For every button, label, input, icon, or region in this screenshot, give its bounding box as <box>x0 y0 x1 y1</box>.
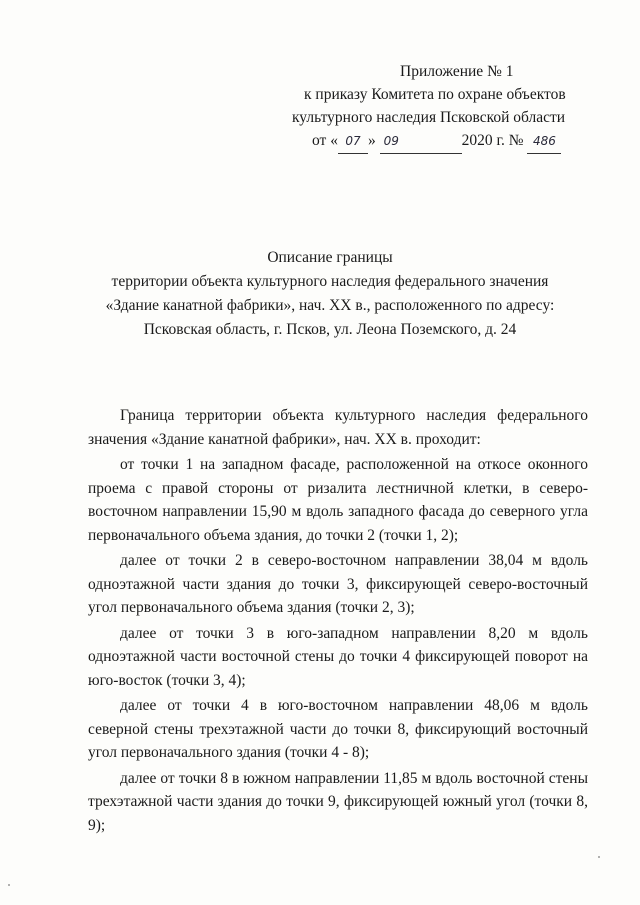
date-year: 2020 г. № <box>461 132 524 149</box>
body-paragraph: далее от точки 8 в южном направлении 11,85 м вдоль восточной стены трехэтажной части здания до точки 9, фиксирующей южный угол (точки 8, 9); <box>88 769 588 834</box>
body-paragraph: далее от точки 2 в северо-восточном направлении 38,04 м вдоль одноэтажной части здания до точки 3, фиксирующей северо-восточный угол первоначального объема здания (точки 2, 3); <box>88 552 588 616</box>
appendix-title: Приложение № 1 <box>400 63 514 80</box>
document-title <box>60 246 600 342</box>
body-paragraph: от точки 1 на западном фасаде, расположенной на откосе оконного проема с правой стороны от ризалита лестничной клетки, в северо-восточном направлении 15,90 м вдоль западного фасада до северного угла первоначального объема здания, до точки 2 (точки 1, 2); <box>88 456 588 544</box>
handwritten-day: 07 <box>338 130 368 154</box>
body-paragraph: далее от точки 3 в юго-западном направлении 8,20 м вдоль одноэтажной части восточной стены до точки 4 фиксирующей поворот на юго-восток (точки 3, 4); <box>88 624 588 689</box>
title-line-1: Описание границы <box>267 249 393 266</box>
body-paragraph: Граница территории объекта культурного наследия федерального значения «Здание канатной фабрики», нач. XX в. проходит: <box>88 407 588 448</box>
title-line-3: «Здание канатной фабрики», нач. XX в., расположенного по адресу: <box>105 297 555 314</box>
appendix-order-line: к приказу Комитета по охране объектов <box>304 86 566 103</box>
appendix-committee-line: культурного наследия Псковской области <box>292 109 566 126</box>
body-paragraph: далее от точки 4 в юго-восточном направлении 48,06 м вдоль северной стены трехэтажной части до точки 8, фиксирующий восточный угол первоначального здания (точки 4 - 8); <box>88 697 588 761</box>
date-mid: » <box>367 132 376 149</box>
handwritten-month: 09 <box>380 130 462 154</box>
title-line-2: территории объекта культурного наследия федерального значения <box>111 273 549 290</box>
document-body <box>88 404 588 837</box>
appendix-date-line <box>280 129 600 154</box>
handwritten-order-number: 486 <box>527 130 561 154</box>
title-line-4: Псковская область, г. Псков, ул. Леона Поземского, д. 24 <box>143 321 517 338</box>
appendix-header <box>280 60 600 154</box>
scan-speck <box>598 856 600 858</box>
date-prefix: от « <box>312 132 338 149</box>
scan-speck <box>8 884 10 886</box>
